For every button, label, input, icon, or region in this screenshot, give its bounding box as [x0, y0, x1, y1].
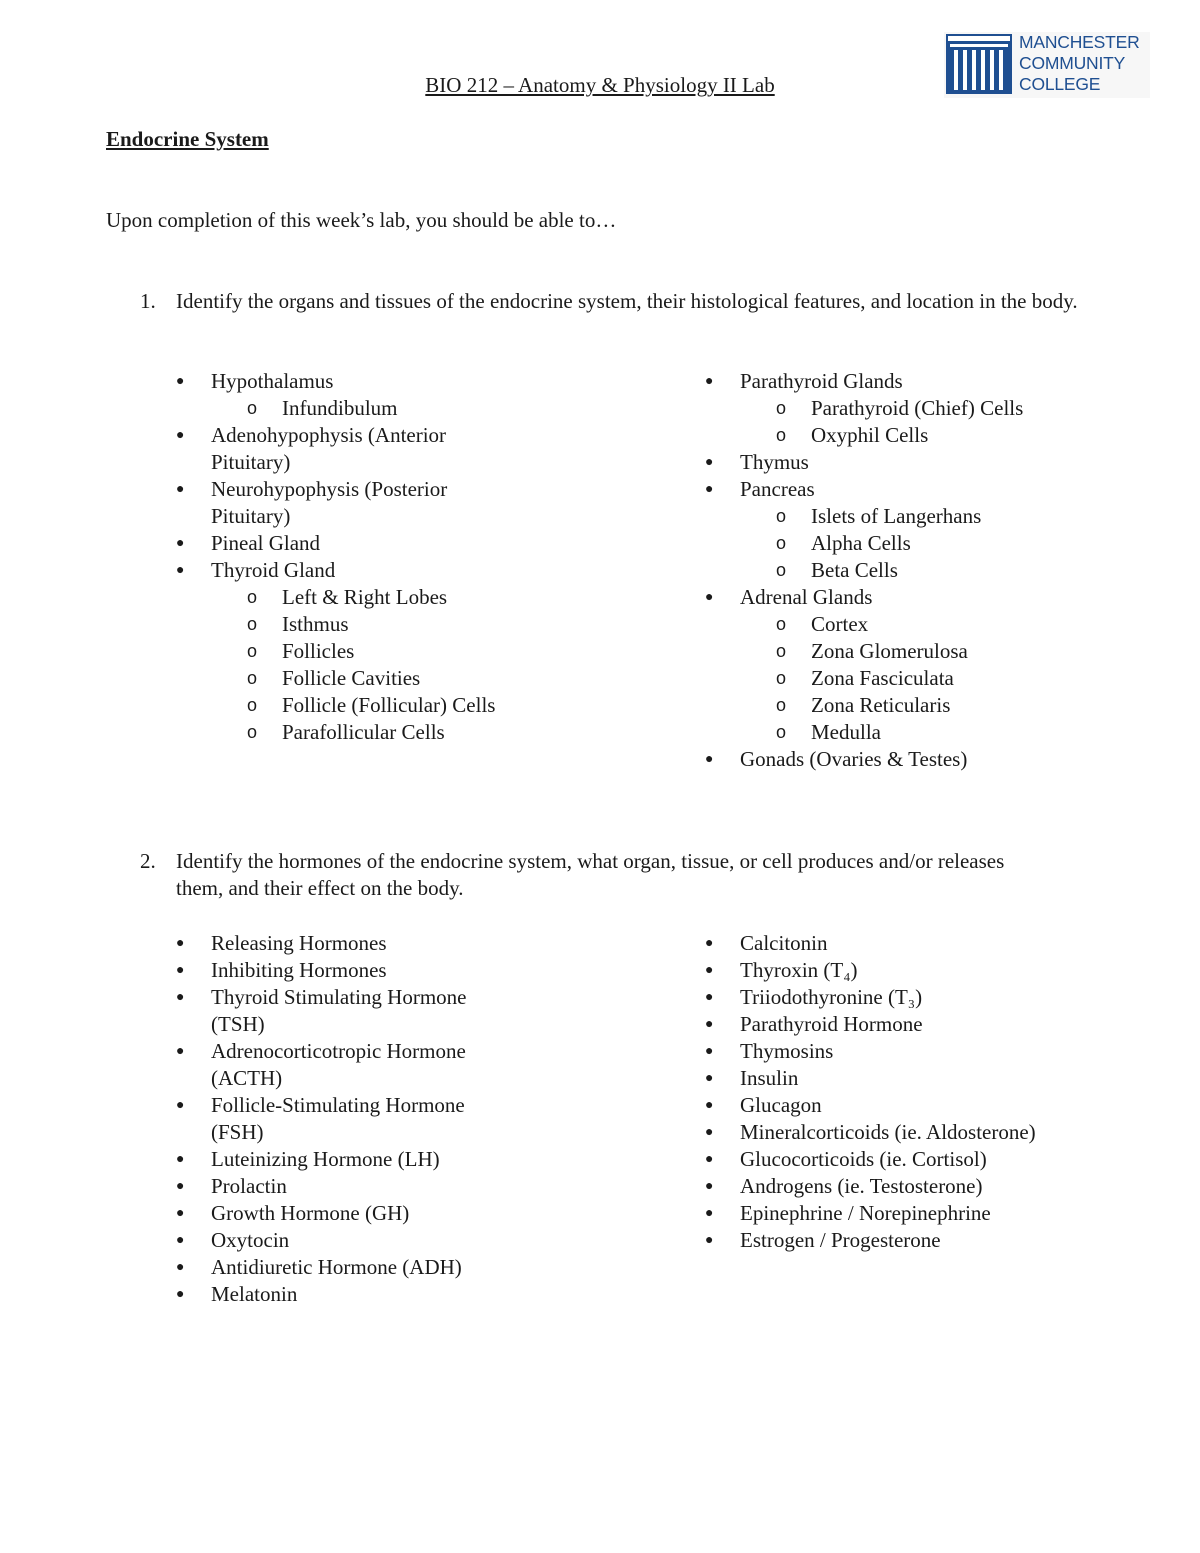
intro-text: Upon completion of this week’s lab, you should be able to… — [106, 208, 617, 232]
list-item-label: Calcitonin — [740, 931, 828, 955]
hollow-bullet-icon: o — [247, 614, 258, 634]
list-item — [705, 1146, 1125, 1173]
objective-1-right-list — [705, 368, 1125, 773]
list-item-label: Glucagon — [740, 1093, 822, 1117]
sub-list-item — [176, 395, 506, 422]
list-item — [176, 1200, 506, 1227]
bullet-icon: ● — [176, 1287, 185, 1302]
hollow-bullet-icon: o — [776, 641, 787, 661]
logo-line-2: COMMUNITY — [1019, 53, 1126, 73]
bullet-icon: ● — [705, 1233, 714, 1248]
list-item — [705, 368, 1125, 395]
bullet-icon: ● — [705, 936, 714, 951]
list-item — [176, 1092, 506, 1146]
logo-line-1: MANCHESTER — [1019, 32, 1140, 52]
sub-list-item-label: Alpha Cells — [811, 531, 911, 555]
sub-list-item-label: Parathyroid (Chief) Cells — [811, 396, 1024, 420]
list-item — [705, 1065, 1125, 1092]
hollow-bullet-icon: o — [776, 668, 787, 688]
sub-list-item — [705, 557, 1125, 584]
sub-list-item-label: Zona Reticularis — [811, 693, 951, 717]
list-item-label: Parathyroid Glands — [740, 369, 903, 393]
sub-list-item-label: Isthmus — [282, 612, 349, 636]
list-item-label: Thyroxin (T₄) — [740, 958, 858, 982]
list-item — [176, 1281, 506, 1308]
sub-list-item-label: Parafollicular Cells — [282, 720, 445, 744]
sub-list-item — [705, 503, 1125, 530]
list-item — [705, 476, 1125, 503]
list-item-label: Thyroid Stimulating Hormone (TSH) — [211, 985, 467, 1036]
sub-list-item-label: Islets of Langerhans — [811, 504, 982, 528]
list-item — [705, 1038, 1125, 1065]
list-item-label: Luteinizing Hormone (LH) — [211, 1147, 440, 1171]
bullet-icon: ● — [176, 1152, 185, 1167]
objective-2-left-list — [176, 930, 506, 1308]
bullet-icon: ● — [176, 1098, 185, 1113]
sub-list-item-label: Follicle (Follicular) Cells — [282, 693, 496, 717]
list-item-label: Parathyroid Hormone — [740, 1012, 923, 1036]
list-item-label: Adrenal Glands — [740, 585, 873, 609]
bullet-icon: ● — [705, 1071, 714, 1086]
list-item-label: Oxytocin — [211, 1228, 290, 1252]
objective-1-left-list — [176, 368, 506, 746]
sub-list-item-label: Beta Cells — [811, 558, 898, 582]
list-item-label: Inhibiting Hormones — [211, 958, 387, 982]
sub-list-item — [705, 422, 1125, 449]
hollow-bullet-icon: o — [776, 425, 787, 445]
hollow-bullet-icon: o — [247, 398, 258, 418]
list-item-label: Melatonin — [211, 1282, 298, 1306]
objective-1-text: Identify the organs and tissues of the endocrine system, their histological features, and location in the body. — [176, 289, 1078, 313]
hollow-bullet-icon: o — [247, 668, 258, 688]
bullet-icon: ● — [176, 963, 185, 978]
list-item — [705, 1227, 1125, 1254]
list-item — [705, 1092, 1125, 1119]
objective-2-number: 2. — [140, 849, 156, 873]
bullet-icon: ● — [705, 1098, 714, 1113]
sub-list-item — [705, 719, 1125, 746]
sub-list-item — [705, 665, 1125, 692]
list-item-label: Estrogen / Progesterone — [740, 1228, 941, 1252]
bullet-icon: ● — [176, 482, 185, 497]
course-title: BIO 212 – Anatomy & Physiology II Lab — [425, 73, 775, 97]
list-item — [176, 984, 506, 1038]
bullet-icon: ● — [705, 990, 714, 1005]
bullet-icon: ● — [705, 752, 714, 767]
list-item — [176, 1227, 506, 1254]
hollow-bullet-icon: o — [776, 533, 787, 553]
hollow-bullet-icon: o — [247, 587, 258, 607]
bullet-icon: ● — [705, 1206, 714, 1221]
list-item-label: Androgens (ie. Testosterone) — [740, 1174, 983, 1198]
hollow-bullet-icon: o — [247, 641, 258, 661]
list-item — [176, 1146, 506, 1173]
sub-list-item — [176, 584, 506, 611]
bullet-icon: ● — [176, 1206, 185, 1221]
sub-list-item — [705, 638, 1125, 665]
bullet-icon: ● — [176, 1233, 185, 1248]
bullet-icon: ● — [176, 1044, 185, 1059]
bullet-icon: ● — [176, 374, 185, 389]
list-item — [705, 584, 1125, 611]
list-item-label: Thymosins — [740, 1039, 834, 1063]
list-item-label: Follicle-Stimulating Hormone (FSH) — [211, 1093, 465, 1144]
list-item-label: Gonads (Ovaries & Testes) — [740, 747, 968, 771]
list-item — [176, 557, 506, 584]
bullet-icon: ● — [705, 1179, 714, 1194]
bullet-icon: ● — [705, 1017, 714, 1032]
list-item-label: Hypothalamus — [211, 369, 334, 393]
section-heading: Endocrine System — [106, 127, 269, 151]
objective-2-text: Identify the hormones of the endocrine system, what organ, tissue, or cell produces and/or releases them, and their effect on the body. — [176, 849, 1005, 900]
hollow-bullet-icon: o — [776, 695, 787, 715]
list-item-label: Insulin — [740, 1066, 799, 1090]
list-item-label: Mineralcorticoids (ie. Aldosterone) — [740, 1120, 1036, 1144]
sub-list-item — [705, 692, 1125, 719]
list-item-label: Adenohypophysis (Anterior Pituitary) — [211, 423, 447, 474]
sub-list-item-label: Follicles — [282, 639, 355, 663]
list-item — [705, 1011, 1125, 1038]
sub-list-item — [176, 719, 506, 746]
list-item-label: Glucocorticoids (ie. Cortisol) — [740, 1147, 987, 1171]
sub-list-item-label: Follicle Cavities — [282, 666, 421, 690]
list-item — [705, 746, 1125, 773]
list-item-label: Epinephrine / Norepinephrine — [740, 1201, 991, 1225]
list-item — [176, 530, 506, 557]
hollow-bullet-icon: o — [247, 722, 258, 742]
list-item-label: Antidiuretic Hormone (ADH) — [211, 1255, 462, 1279]
objective-1-number: 1. — [140, 289, 156, 313]
bullet-icon: ● — [176, 1179, 185, 1194]
sub-list-item — [176, 611, 506, 638]
list-item-label: Prolactin — [211, 1174, 287, 1198]
sub-list-item — [705, 530, 1125, 557]
hollow-bullet-icon: o — [776, 560, 787, 580]
list-item — [705, 1200, 1125, 1227]
hollow-bullet-icon: o — [776, 614, 787, 634]
sub-list-item-label: Oxyphil Cells — [811, 423, 929, 447]
bullet-icon: ● — [705, 963, 714, 978]
sub-list-item — [705, 611, 1125, 638]
list-item-label: Triiodothyronine (T₃) — [740, 985, 923, 1009]
bullet-icon: ● — [705, 455, 714, 470]
bullet-icon: ● — [705, 590, 714, 605]
list-item-label: Releasing Hormones — [211, 931, 387, 955]
sub-list-item-label: Infundibulum — [282, 396, 398, 420]
list-item — [705, 449, 1125, 476]
list-item-label: Thyroid Gland — [211, 558, 336, 582]
bullet-icon: ● — [176, 936, 185, 951]
list-item-label: Adrenocorticotropic Hormone (ACTH) — [211, 1039, 466, 1090]
sub-list-item — [176, 665, 506, 692]
list-item — [176, 1254, 506, 1281]
objective-2-right-list — [705, 930, 1125, 1254]
bullet-icon: ● — [705, 374, 714, 389]
hollow-bullet-icon: o — [776, 398, 787, 418]
bullet-icon: ● — [176, 428, 185, 443]
list-item-label: Pancreas — [740, 477, 815, 501]
hollow-bullet-icon: o — [776, 506, 787, 526]
bullet-icon: ● — [705, 482, 714, 497]
sub-list-item-label: Zona Fasciculata — [811, 666, 954, 690]
list-item — [705, 957, 1125, 984]
list-item-label: Growth Hormone (GH) — [211, 1201, 410, 1225]
bullet-icon: ● — [176, 536, 185, 551]
hollow-bullet-icon: o — [247, 695, 258, 715]
hollow-bullet-icon: o — [776, 722, 787, 742]
list-item — [705, 984, 1125, 1011]
list-item — [176, 957, 506, 984]
list-item — [176, 368, 506, 395]
list-item-label: Thymus — [740, 450, 809, 474]
list-item — [176, 930, 506, 957]
list-item-label: Pineal Gland — [211, 531, 321, 555]
sub-list-item-label: Zona Glomerulosa — [811, 639, 968, 663]
bullet-icon: ● — [176, 563, 185, 578]
sub-list-item — [705, 395, 1125, 422]
bullet-icon: ● — [705, 1044, 714, 1059]
sub-list-item-label: Left & Right Lobes — [282, 585, 448, 609]
sub-list-item-label: Cortex — [811, 612, 869, 636]
bullet-icon: ● — [176, 990, 185, 1005]
bullet-icon: ● — [705, 1152, 714, 1167]
sub-list-item — [176, 638, 506, 665]
list-item — [705, 1119, 1125, 1146]
bullet-icon: ● — [705, 1125, 714, 1140]
list-item — [705, 930, 1125, 957]
list-item — [705, 1173, 1125, 1200]
list-item — [176, 1038, 506, 1092]
logo-line-3: COLLEGE — [1019, 74, 1101, 94]
list-item-label: Neurohypophysis (Posterior Pituitary) — [211, 477, 448, 528]
sub-list-item — [176, 692, 506, 719]
bullet-icon: ● — [176, 1260, 185, 1275]
list-item — [176, 476, 506, 530]
list-item — [176, 1173, 506, 1200]
sub-list-item-label: Medulla — [811, 720, 881, 744]
list-item — [176, 422, 506, 476]
